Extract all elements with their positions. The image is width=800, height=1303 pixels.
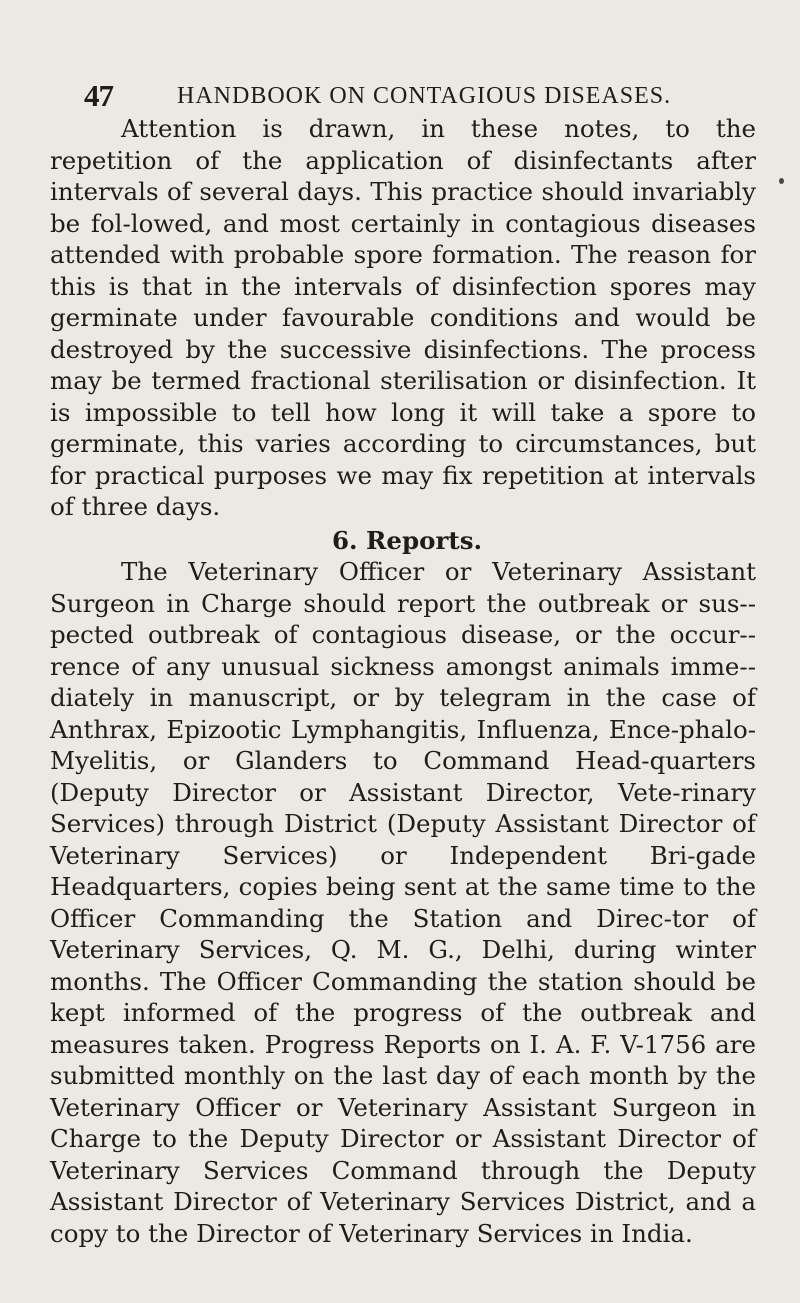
running-title: HANDBOOK ON CONTAGIOUS DISEASES. xyxy=(177,82,672,109)
reports-heading: 6. Reports. xyxy=(331,525,483,555)
reports-paragraph: The Veterinary Officer or Veterinary Assistant Surgeon in Charge should report the outbreak or sus-pected outbreak of contagious disease, or the occur-rence of any unusual sickness amongst animals imme-diately in manuscript, or by telegram in the case of Anthrax, Epizootic Lymphangitis, Influenza, Ence-phalo-Myelitis, or Glanders to Command Head-quarters (Deputy Director or Assistant Director, Vete-rinary Services) through District (Deputy Assistant Director of Veterinary Services) or Independent Bri-gade Headquarters, copies being sent at the same time to the Officer Commanding the Station and Direc-tor of Veterinary Services, Q. M. G., Delhi, during winter months. The Officer Commanding the station should be kept informed of the progress of the outbreak and measures taken. Progress Reports on I. A. F. V-1756 are submitted monthly on the last day of each month by the Veterinary Officer or Veterinary Assistant Surgeon in Charge to the Deputy Director or Assistant Director of Veterinary Services Command through the Deputy Assistant Director of Veterinary Services District, and a copy to the Director of Veterinary Services in India. xyxy=(50,557,756,1248)
page-body xyxy=(50,113,756,1249)
disinfection-paragraph: Attention is drawn, in these notes, to the repetition of the application of disinfectants after intervals of several days. This practice should invariably be fol-lowed, and most certainly in contagious diseases attended with probable spore formation. The reason for this is that in the intervals of disinfection spores may germinate under favourable conditions and would be destroyed by the successive disinfections. The process may be termed fractional sterilisation or disinfection. It is impossible to tell how long it will take a spore to germinate, this varies according to circumstances, but for practical purposes we may fix repetition at intervals of three days. xyxy=(50,114,756,521)
running-head xyxy=(84,79,724,113)
margin-dot xyxy=(779,178,784,184)
page-number: 47 xyxy=(84,78,113,113)
